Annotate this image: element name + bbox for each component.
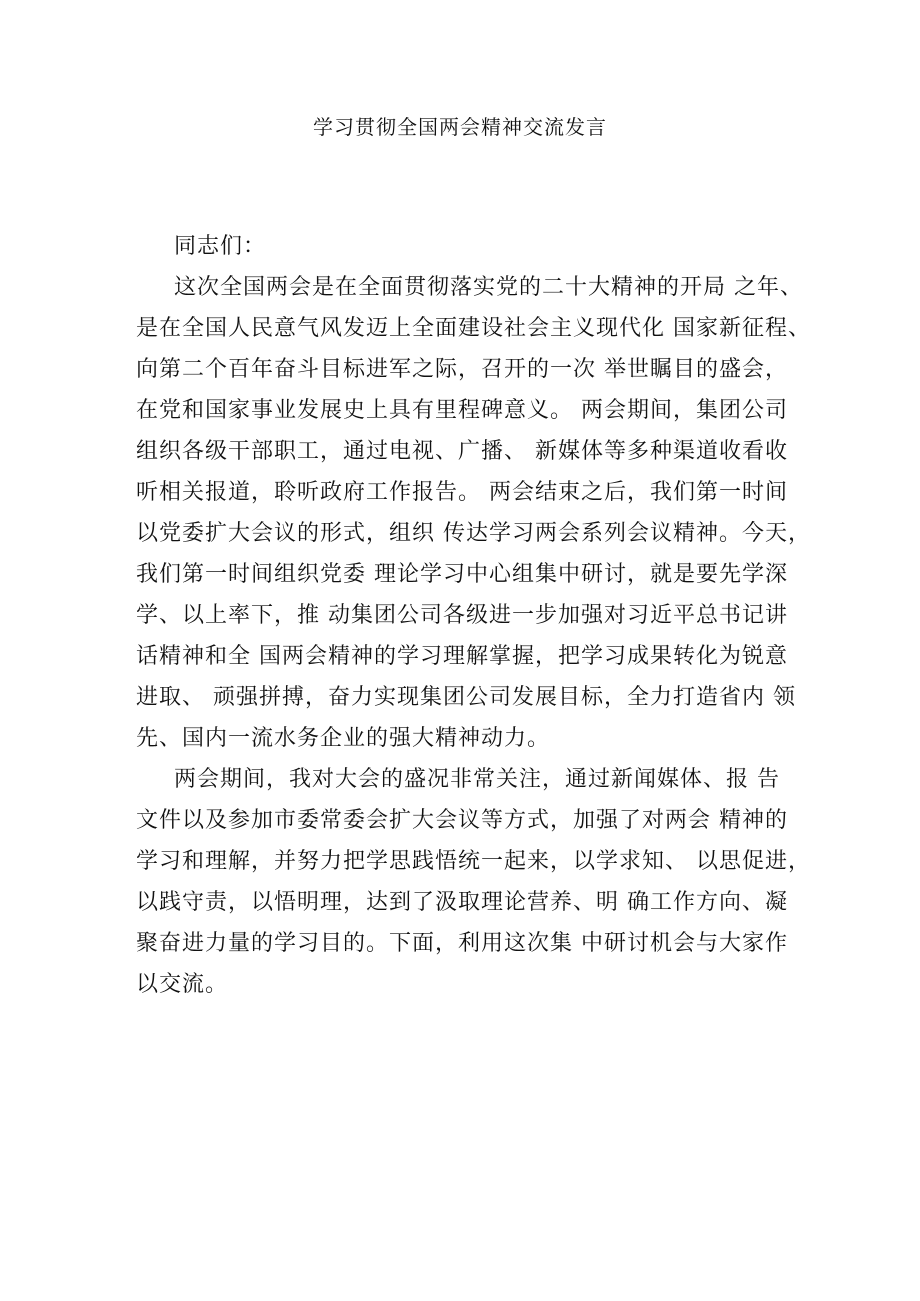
salutation: 同志们： [174,234,267,259]
paragraph-1-line: 先、国内一流水务企业的强大精神动力。 [136,726,551,751]
paragraph-2-line: 以践守责，以悟明理，达到了汲取理论营养、明 确工作方向、凝 [136,890,788,915]
paragraph-1-line: 向第二个百年奋斗目标进军之际，召开的一次 举世瞩目的盛会， [136,357,788,382]
paragraph-1-line: 我们第一时间组织党委 理论学习中心组集中研讨，就是要先学深 [136,562,788,587]
paragraph-1 [136,267,816,759]
paragraph-2-line: 以交流。 [136,972,229,997]
document-title: 学习贯彻全国两会精神交流发言 [313,115,607,139]
paragraph-1-line: 听相关报道，聆听政府工作报告。 两会结束之后，我们第一时间 [136,480,788,505]
paragraph-1-line: 组织各级干部职工，通过电视、广播、 新媒体等多种渠道收看收 [136,439,788,464]
paragraph-1-line: 进取、 顽强拼搏，奋力实现集团公司发展目标，全力打造省内 领 [136,685,796,710]
paragraph-1-line: 这次全国两会是在全面贯彻落实党的二十大精神的开局 之年、 [174,275,803,300]
paragraph-1-line: 在党和国家事业发展史上具有里程碑意义。 两会期间，集团公司 [136,398,788,423]
paragraph-1-line: 话精神和全 国两会精神的学习理解掌握，把学习成果转化为锐意 [136,644,788,669]
paragraph-1-line: 是在全国人民意气风发迈上全面建设社会主义现代化 国家新征程、 [136,316,811,341]
paragraph-1-line: 以党委扩大会议的形式，组织 传达学习两会系列会议精神。今天， [136,521,811,546]
paragraph-2-line: 两会期间，我对大会的盛况非常关注，通过新闻媒体、报 告 [174,767,780,792]
paragraph-2-line: 聚奋进力量的学习目的。下面，利用这次集 中研讨机会与大家作 [136,931,788,956]
paragraph-2-line: 学习和理解，并努力把学思践悟统一起来，以学求知、 以思促进， [136,849,811,874]
paragraph-2-line: 文件以及参加市委常委会扩大会议等方式，加强了对两会 精神的 [136,808,788,833]
paragraph-1-line: 学、以上率下，推 动集团公司各级进一步加强对习近平总书记讲 [136,603,788,628]
paragraph-2 [136,759,816,1005]
document-body [136,226,816,1005]
